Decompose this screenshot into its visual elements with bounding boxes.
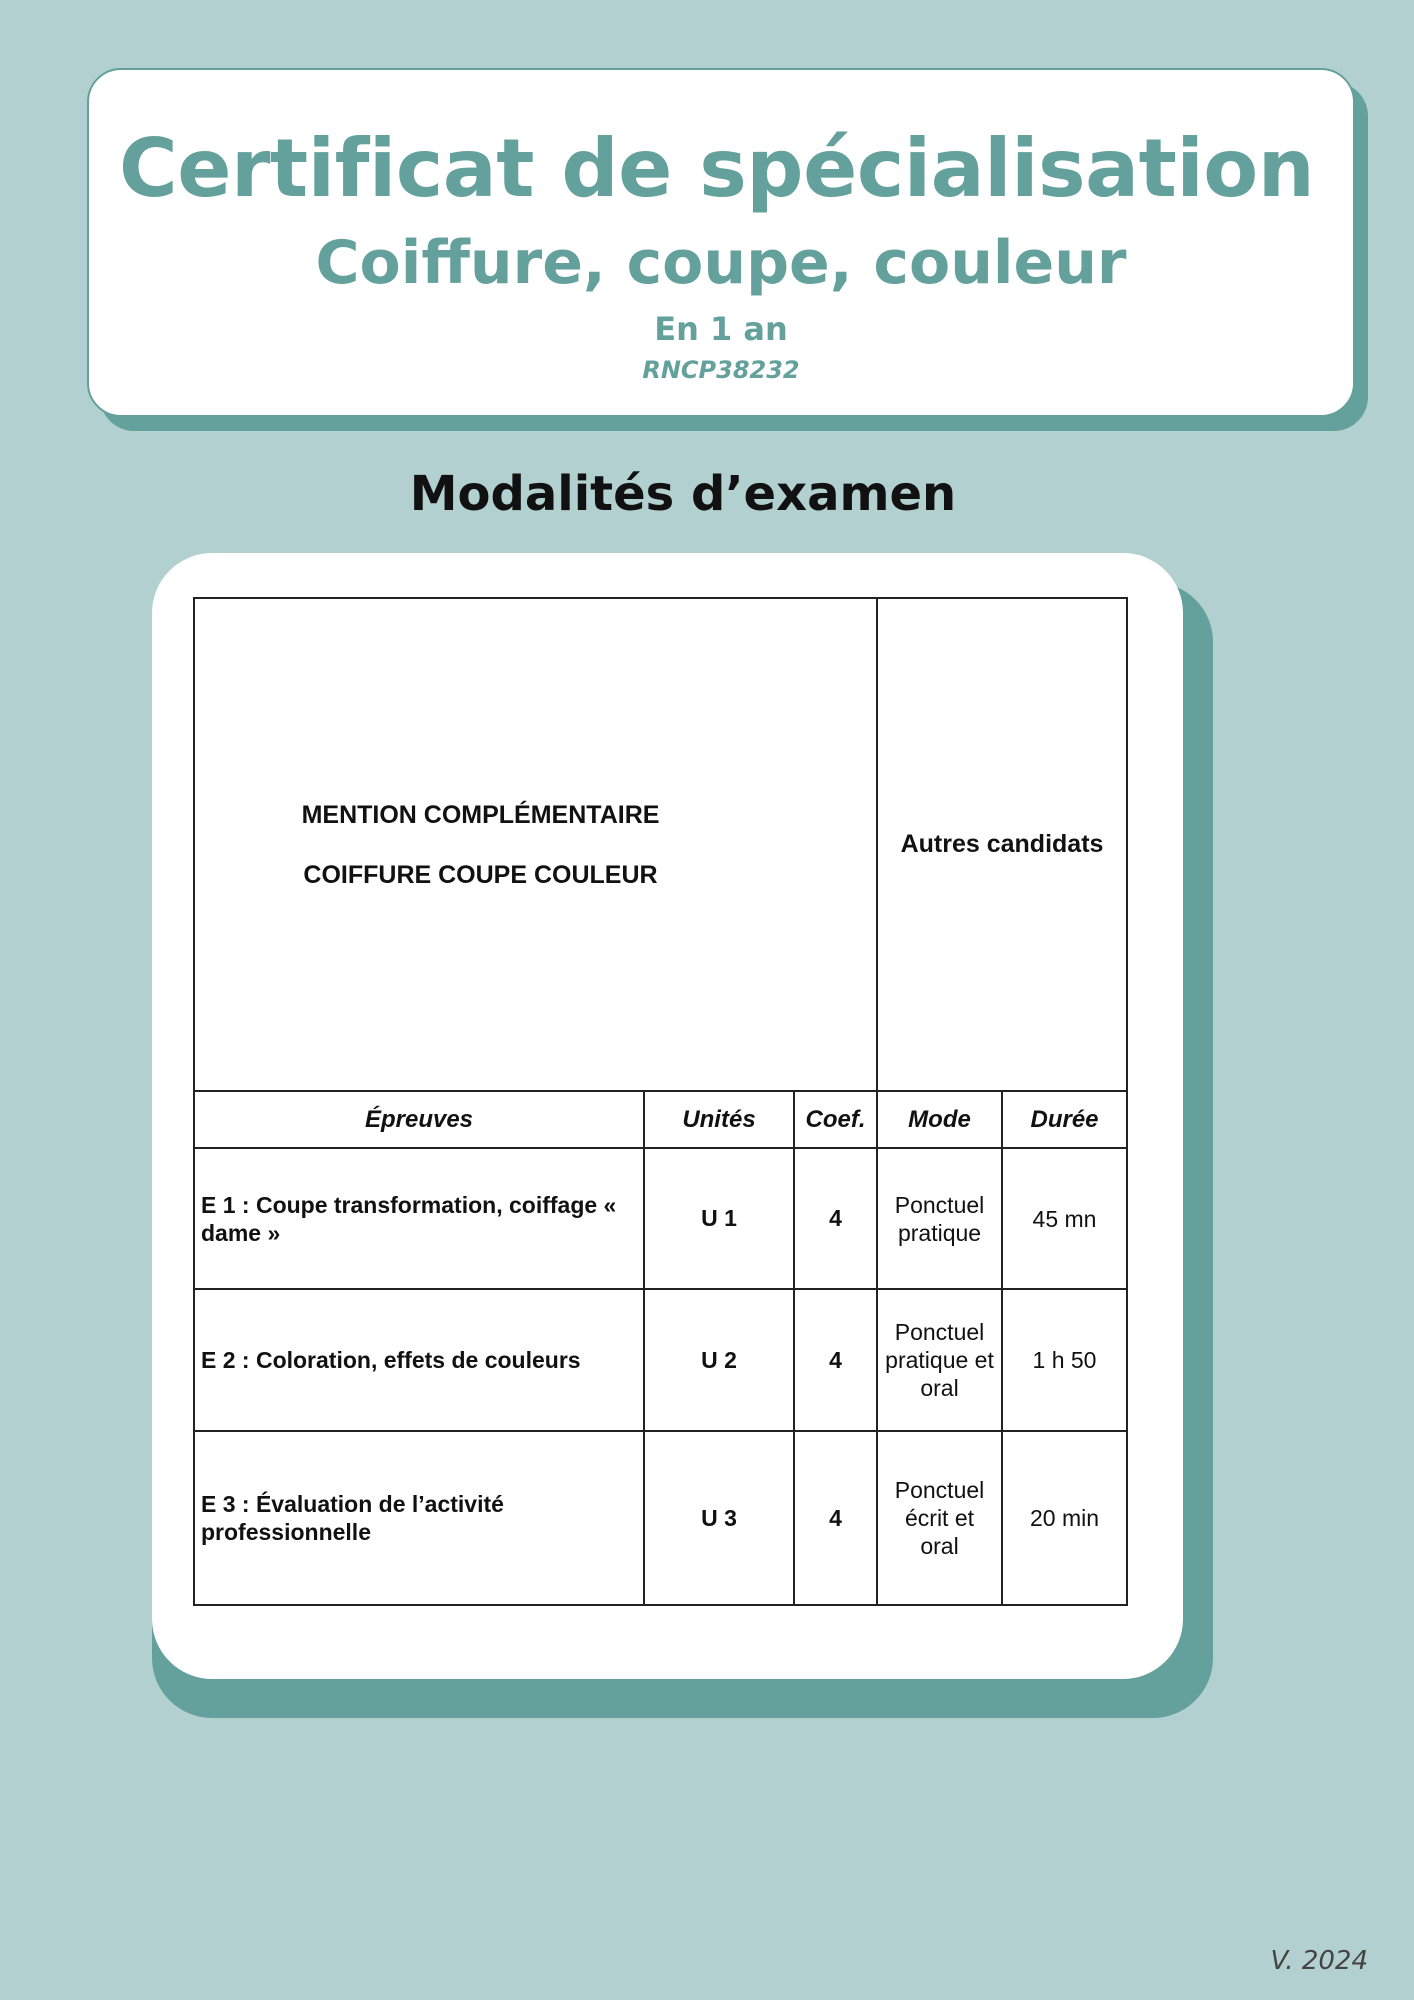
row-epreuve: E 1 : Coupe transformation, coiffage « dame » xyxy=(194,1148,644,1289)
row-mode: Ponctuel pratique et oral xyxy=(877,1289,1002,1431)
header-mode: Mode xyxy=(877,1091,1002,1148)
table-header-row xyxy=(194,1091,1127,1148)
table-row xyxy=(194,1431,1127,1605)
header-card xyxy=(87,68,1355,417)
row-mode: Ponctuel pratique xyxy=(877,1148,1002,1289)
certificate-title: Certificat de spécialisation xyxy=(119,122,1315,215)
table-row xyxy=(194,1289,1127,1431)
table-row xyxy=(194,1148,1127,1289)
row-unite: U 2 xyxy=(644,1289,794,1431)
row-epreuve: E 2 : Coloration, effets de couleurs xyxy=(194,1289,644,1431)
version-label: V. 2024 xyxy=(1270,1946,1368,1976)
other-candidates-header: Autres candidats xyxy=(877,598,1127,1091)
table-title-line-2: COIFFURE COUPE COULEUR xyxy=(303,860,658,889)
row-duree: 20 min xyxy=(1002,1431,1127,1605)
exam-table xyxy=(193,597,1128,1606)
certificate-duration: En 1 an xyxy=(654,310,788,348)
row-mode: Ponctuel écrit et oral xyxy=(877,1431,1002,1605)
table-title-cell xyxy=(194,598,877,1091)
header-epreuves: Épreuves xyxy=(194,1091,644,1148)
certificate-subtitle: Coiffure, coupe, couleur xyxy=(315,228,1127,298)
row-coef: 4 xyxy=(794,1431,877,1605)
row-duree: 1 h 50 xyxy=(1002,1289,1127,1431)
header-duree: Durée xyxy=(1002,1091,1127,1148)
row-unite: U 3 xyxy=(644,1431,794,1605)
row-epreuve: E 3 : Évaluation de l’activité professionnelle xyxy=(194,1431,644,1605)
certificate-rncp-code: RNCP38232 xyxy=(642,356,800,384)
row-coef: 4 xyxy=(794,1148,877,1289)
table-title-line-1: MENTION COMPLÉMENTAIRE xyxy=(301,800,660,829)
row-unite: U 1 xyxy=(644,1148,794,1289)
row-coef: 4 xyxy=(794,1289,877,1431)
table-title-row xyxy=(194,598,1127,1091)
header-coef: Coef. xyxy=(794,1091,877,1148)
header-unites: Unités xyxy=(644,1091,794,1148)
section-title: Modalités d’examen xyxy=(409,466,957,522)
row-duree: 45 mn xyxy=(1002,1148,1127,1289)
